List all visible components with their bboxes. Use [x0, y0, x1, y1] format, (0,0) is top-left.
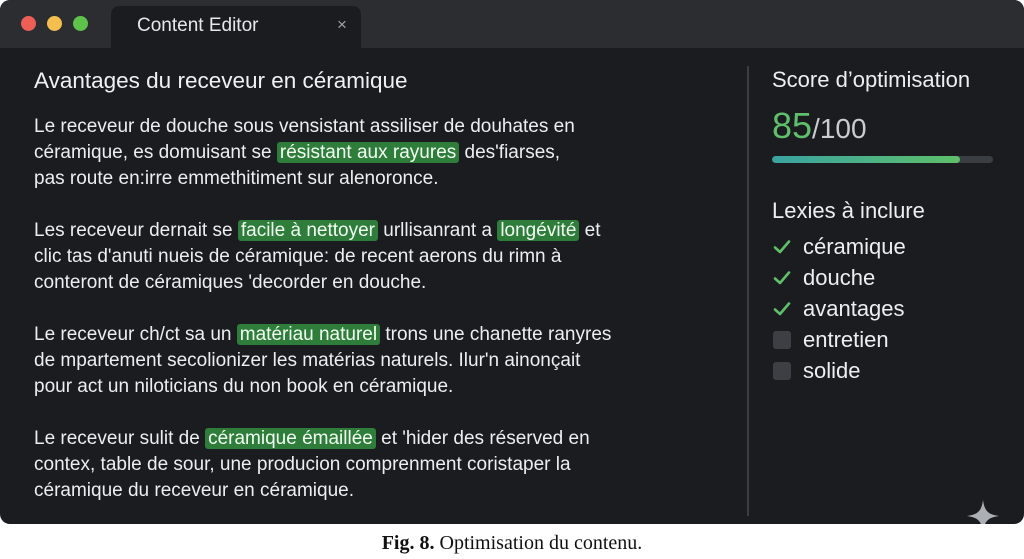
- score-value: 85: [772, 105, 813, 146]
- tab-content-editor[interactable]: [111, 6, 361, 48]
- close-window-button[interactable]: [21, 16, 36, 31]
- title-bar: [0, 0, 1024, 48]
- lexie-item[interactable]: [772, 231, 1012, 262]
- score-title: Score d’optimisation: [772, 67, 971, 92]
- score-readout: [772, 106, 1012, 146]
- paragraph-line: [34, 452, 724, 478]
- article-heading: Avantages du receveur en céramique: [34, 68, 408, 93]
- paragraph: [34, 218, 724, 296]
- text-run: clic tas d'anuti nueis de céramique: de recent aerons du rimn à: [34, 246, 562, 267]
- text-run: de mpartement secolionizer les matérias naturels. Ilur'n ainonçait: [34, 350, 581, 371]
- lexie-label: entretien: [803, 326, 889, 352]
- unchecked-box-icon[interactable]: [773, 362, 791, 380]
- check-icon[interactable]: [772, 299, 792, 319]
- minimize-window-button[interactable]: [47, 16, 62, 31]
- pane-divider: [747, 66, 749, 516]
- text-run: céramique du receveur en céramique.: [34, 480, 355, 501]
- figure-caption-text: Optimisation du contenu.: [434, 532, 643, 554]
- close-icon[interactable]: ×: [337, 15, 347, 34]
- keyword-highlight: matériau naturel: [237, 324, 380, 345]
- maximize-window-button[interactable]: [73, 16, 88, 31]
- score-progress-fill: [772, 156, 960, 163]
- paragraph-line: [34, 348, 724, 374]
- score-max: /100: [812, 113, 867, 144]
- paragraph-line: [34, 114, 724, 140]
- keyword-highlight: résistant aux rayures: [277, 142, 459, 163]
- paragraph: [34, 114, 724, 192]
- paragraph: [34, 322, 724, 400]
- check-icon[interactable]: [772, 237, 792, 257]
- text-run: conteront de céramiques 'decorder en douche.: [34, 272, 427, 293]
- check-icon[interactable]: [772, 268, 792, 288]
- lexies-title: Lexies à inclure: [772, 198, 925, 223]
- paragraph-line: [34, 244, 724, 270]
- keyword-highlight: céramique émaillée: [205, 428, 376, 449]
- paragraph-line: [34, 218, 724, 244]
- paragraph-line: [34, 166, 724, 192]
- editor-pane[interactable]: [34, 66, 724, 501]
- text-run: trons une chanette ranyres: [380, 324, 612, 345]
- text-run: Le receveur de douche sous vensistant assiliser de douhates en: [34, 116, 575, 137]
- lexie-item[interactable]: [772, 293, 1012, 324]
- optimization-sidebar: [772, 66, 1012, 386]
- text-run: et 'hider des réserved en: [375, 428, 590, 449]
- paragraph-line: [34, 426, 724, 452]
- text-run: Les receveur dernait se: [34, 220, 238, 241]
- lexie-item[interactable]: [772, 262, 1012, 293]
- paragraph-line: [34, 270, 724, 296]
- text-run: pour act un niloticians du non book en céramique.: [34, 376, 454, 397]
- lexie-label: céramique: [803, 233, 906, 259]
- figure-label: Fig. 8.: [381, 532, 435, 554]
- score-progress-bar: [772, 156, 993, 163]
- paragraph-line: [34, 322, 724, 348]
- sparkle-icon: [965, 498, 1001, 524]
- text-run: urllisanrant a: [377, 220, 498, 241]
- paragraph: [34, 426, 724, 504]
- text-run: et: [579, 220, 601, 241]
- text-run: contex, table de sour, une producion comprenment coristaper la: [34, 454, 571, 475]
- text-run: pas route en:irre emmethitiment sur alenoronce.: [34, 168, 439, 189]
- text-run: des'fiarses,: [459, 142, 561, 163]
- figure-caption: [0, 532, 1024, 555]
- lexie-label: avantages: [803, 295, 905, 321]
- lexie-item[interactable]: [772, 355, 1012, 386]
- lexie-label: solide: [803, 357, 861, 383]
- keyword-highlight: facile à nettoyer: [238, 220, 378, 241]
- text-run: Le receveur sulit de: [34, 428, 206, 449]
- paragraph-line: [34, 374, 724, 400]
- paragraph-line: [34, 478, 724, 504]
- text-run: Le receveur ch/ct sa un: [34, 324, 237, 345]
- lexie-label: douche: [803, 264, 876, 290]
- lexie-item[interactable]: [772, 324, 1012, 355]
- paragraph-line: [34, 140, 724, 166]
- unchecked-box-icon[interactable]: [773, 331, 791, 349]
- lexies-list: [772, 231, 1012, 386]
- keyword-highlight: longévité: [497, 220, 579, 241]
- text-run: céramique, es domuisant se: [34, 142, 277, 163]
- tab-label: Content Editor: [137, 15, 259, 36]
